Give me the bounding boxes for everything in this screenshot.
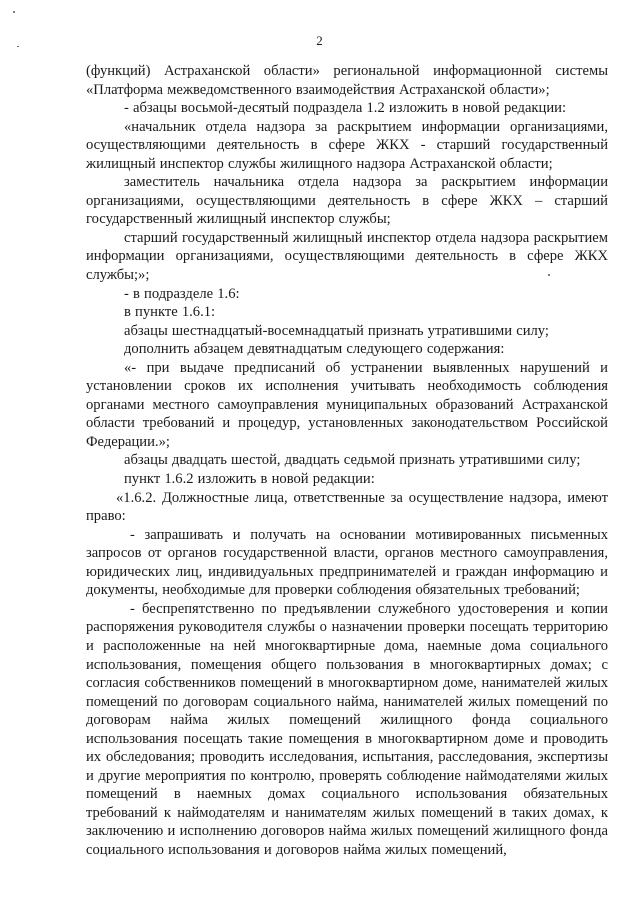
paragraph: абзацы шестнадцатый-восемнадцатый признать утратившими силу; [124,322,549,339]
paragraph: заместитель начальника отдела надзора за раскрытием информации организациями, осуществляющими деятельность в сфере ЖКХ – старший государственный жилищный инспектор службы; [86,174,608,228]
paragraph: - в подразделе 1.6: [124,285,240,302]
document-body [86,62,608,860]
page-number: 2 [316,33,323,48]
paragraph: - абзацы восьмой-десятый подраздела 1.2 изложить в новой редакции: [124,100,567,117]
scan-speck [13,11,15,13]
paragraph: дополнить абзацем девятнадцатым следующего содержания: [124,341,505,358]
scan-speck [17,46,19,47]
paragraph: пункт 1.6.2 изложить в новой редакции: [124,471,375,488]
paragraph: абзацы двадцать шестой, двадцать седьмой признать утратившими силу; [124,452,581,469]
paragraph: «- при выдаче предписаний об устранении выявленных нарушений и установлении сроков их исполнения учитывать необходимость соблюдения органами местного самоуправления муниципальных образований Астраханской области требований и процедур, установленных законодательством Российской Федерации.»; [86,359,608,450]
paragraph: - запрашивать и получать на основании мотивированных письменных запросов от органов государственной власти, органов местного самоуправления, юридических лиц, индивидуальных предпринимателей и граждан информацию и документы, необходимые для проверки соблюдения обязательных требований; [86,526,608,599]
paragraph: - беспрепятственно по предъявлении служебного удостоверения и копии распоряжения руководителя службы о назначении проверки посещать территорию и расположенные на ней многоквартирные дома, наемные дома социального использования, помещения общего пользования в многоквартирных домах; с согласия собственников помещений в многоквартирном доме, нанимателей жилых помещений по договорам социального найма, нанимателей жилых помещений по договорам найма жилых помещений жилищного фонда социального использования посещать такие помещения в многоквартирном доме и проводить их обследования; проводить исследования, испытания, расследования, экспертизы и другие мероприятия по контролю, проверять соблюдение наймодателями жилых помещений в наемных домах социального использования обязательных требований к наймодателям и нанимателям жилых помещений в таких домах, к заключению и исполнению договоров найма жилых помещений жилищного фонда социального использования и договоров найма жилых помещений, [86,600,608,858]
paragraph: (функций) Астраханской области» региональной информационной системы «Платформа межведомственного взаимодействия Астраханской области»; [86,63,608,98]
paragraph: «начальник отдела надзора за раскрытием информации организациями, осуществляющими деятельность в сфере ЖКХ - старший государственный жилищный инспектор службы жилищного надзора Астраханской области; [86,118,608,172]
paragraph: «1.6.2. Должностные лица, ответственные за осуществление надзора, имеют право: [86,489,608,525]
paragraph: в пункте 1.6.1: [124,304,216,321]
paragraph: старший государственный жилищный инспектор отдела надзора раскрытием информации организациями, осуществляющими деятельность в сфере ЖКХ службы;»; [86,229,608,284]
